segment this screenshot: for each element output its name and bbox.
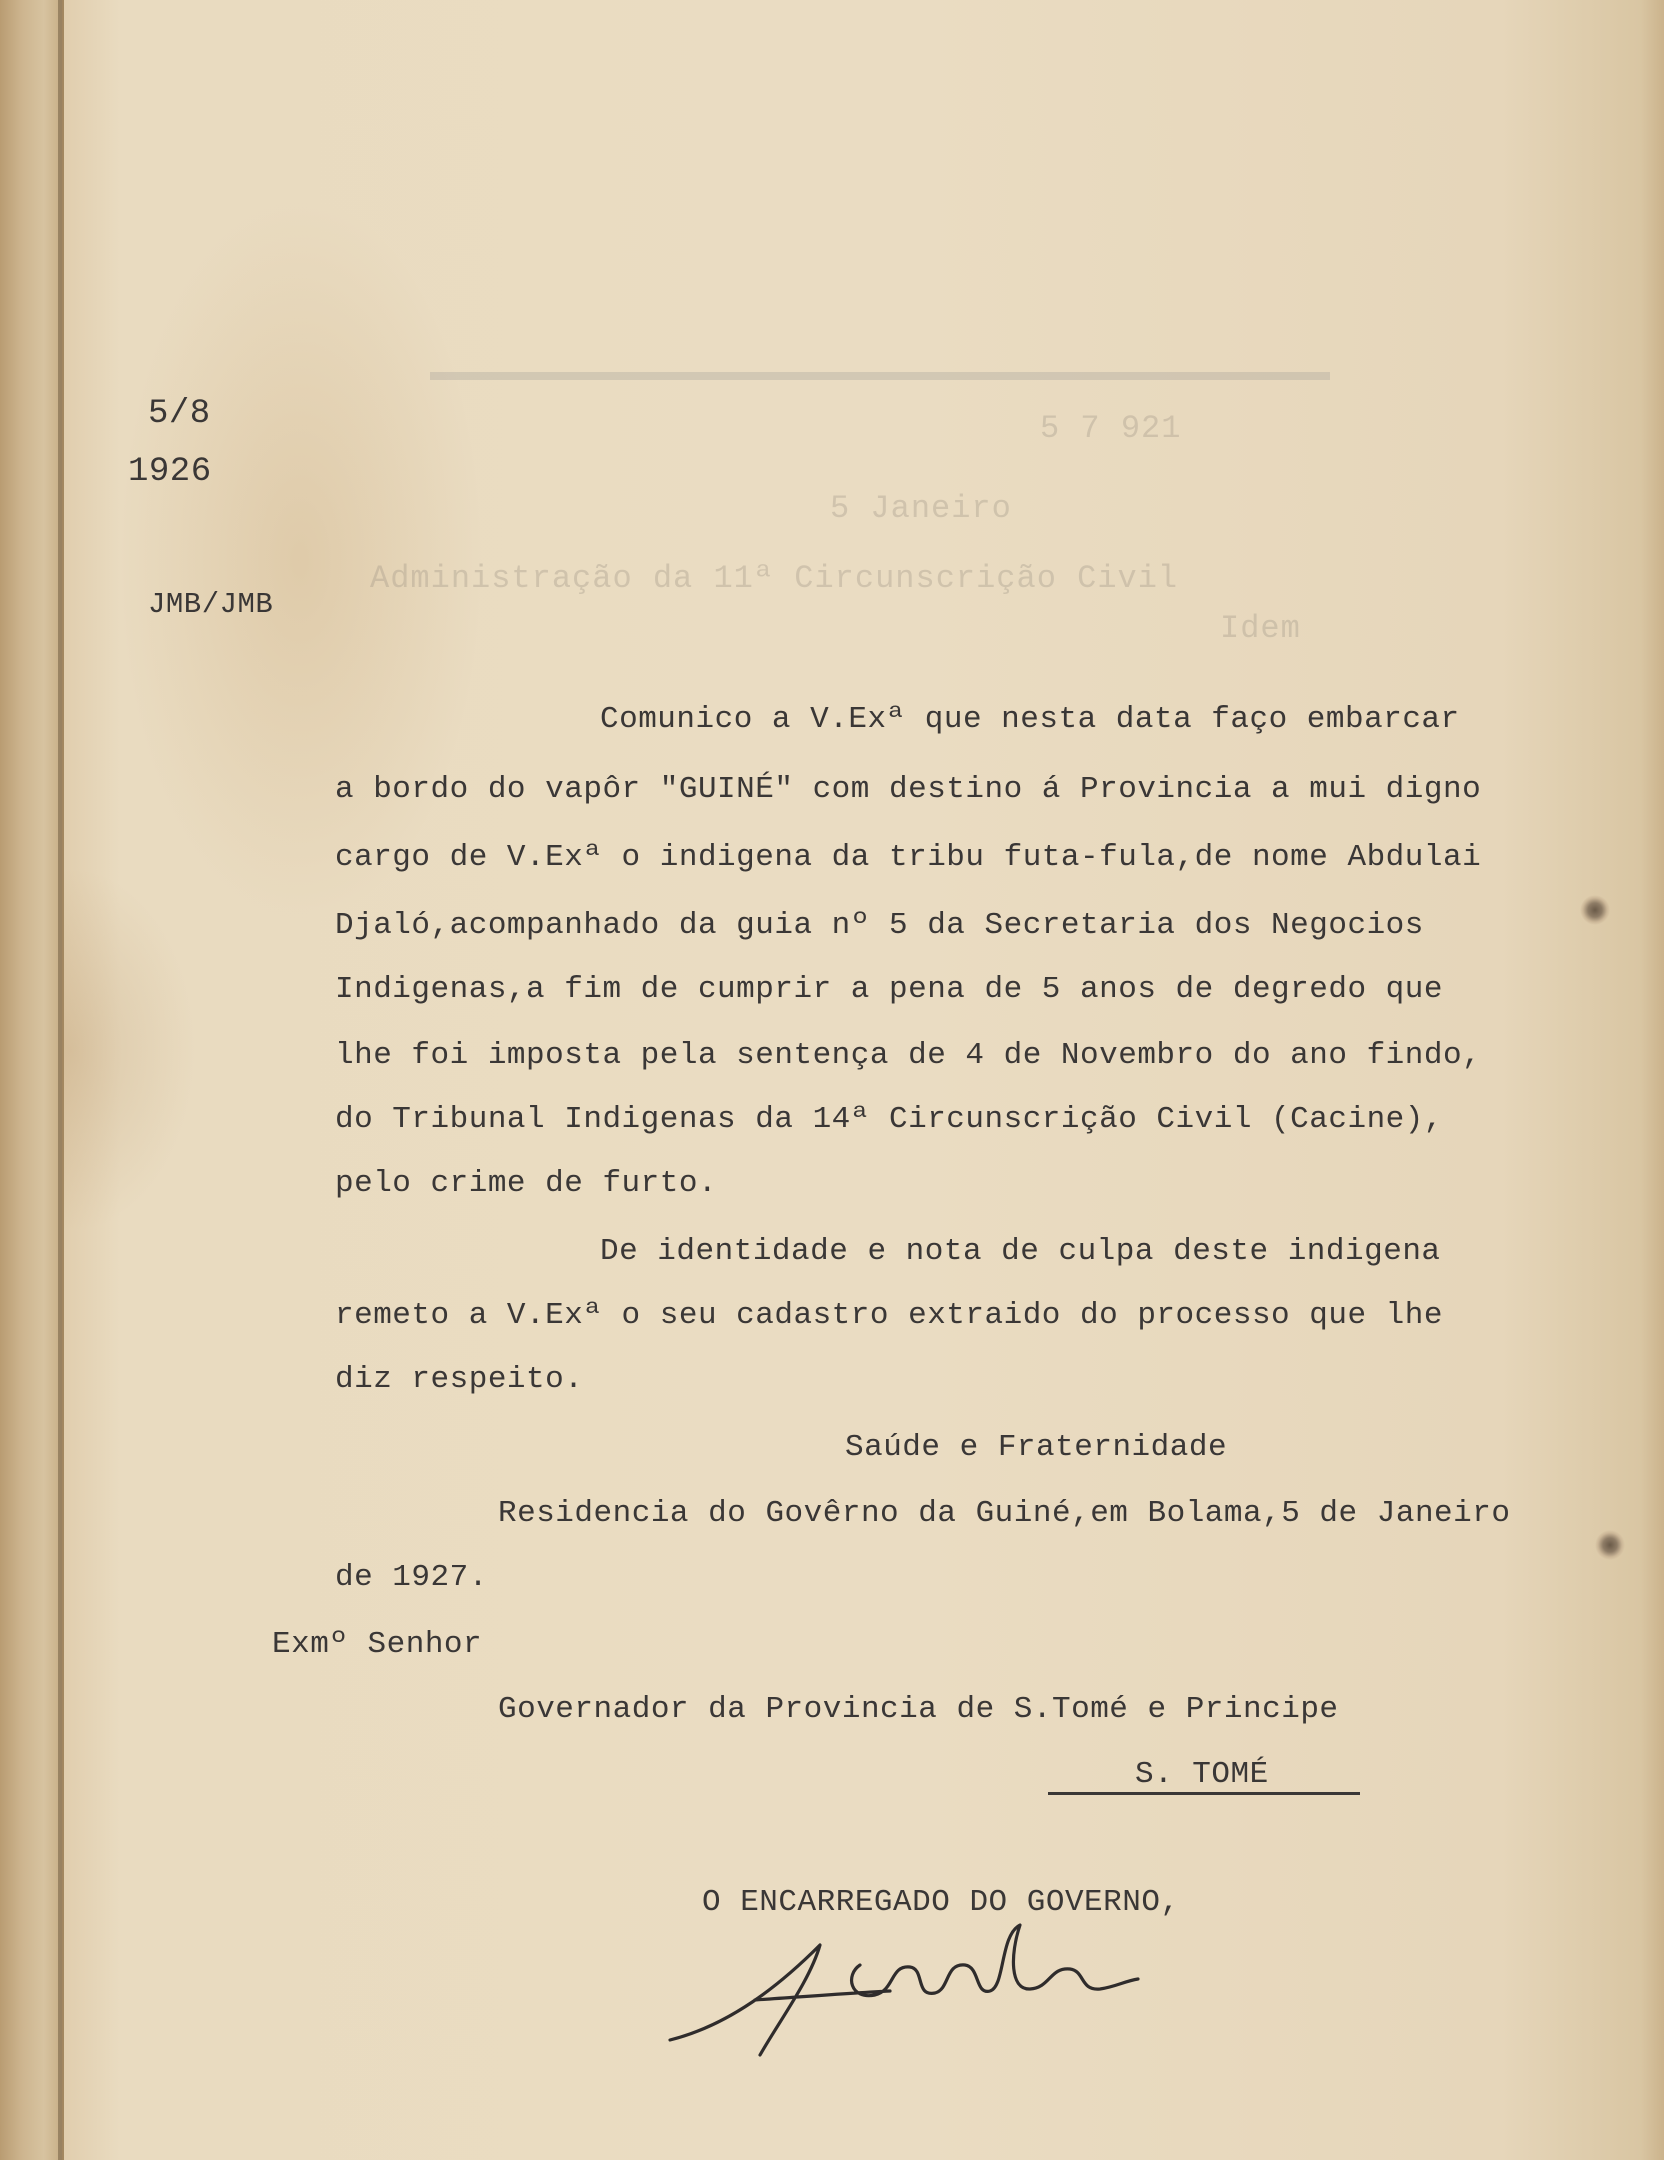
punch-hole-top	[1580, 895, 1610, 925]
binding-edge	[0, 0, 64, 2160]
handwritten-signature	[660, 1905, 1140, 2065]
bleed-through-line: 5 Janeiro	[830, 490, 1012, 527]
bleed-through-line: Idem	[1220, 610, 1301, 647]
punch-hole-bottom	[1595, 1530, 1625, 1560]
ref-number: 5/8	[148, 395, 211, 433]
body-line: De identidade e nota de culpa deste indigena	[600, 1234, 1441, 1269]
ref-year: 1926	[128, 453, 212, 491]
body-line: diz respeito.	[335, 1362, 584, 1397]
addressee: Governador da Provincia de S.Tomé e Principe	[498, 1692, 1339, 1727]
typist-initials: JMB/JMB	[148, 588, 274, 621]
body-line: lhe foi imposta pela sentença de 4 de Novembro do ano findo,	[335, 1038, 1482, 1073]
salutation: Exmº Senhor	[272, 1627, 483, 1662]
place-date-line: de 1927.	[335, 1560, 488, 1595]
bleed-through-rule	[430, 372, 1330, 380]
body-line: Djaló,acompanhado da guia nº 5 da Secretaria dos Negocios	[335, 908, 1424, 943]
body-line: pelo crime de furto.	[335, 1166, 718, 1201]
place-date-line: Residencia do Govêrno da Guiné,em Bolama,5 de Janeiro	[498, 1496, 1511, 1531]
body-line: Indigenas,a fim de cumprir a pena de 5 anos de degredo que	[335, 972, 1443, 1007]
destination-underline	[1048, 1792, 1360, 1795]
body-line: Comunico a V.Exª que nesta data faço embarcar	[600, 702, 1460, 737]
body-line: a bordo do vapôr "GUINÉ" com destino á Provincia a mui digno	[335, 772, 1482, 807]
body-line: do Tribunal Indigenas da 14ª Circunscrição Civil (Cacine),	[335, 1102, 1443, 1137]
body-line: cargo de V.Exª o indigena da tribu futa-fula,de nome Abdulai	[335, 840, 1482, 875]
body-line: remeto a V.Exª o seu cadastro extraido do processo que lhe	[335, 1298, 1443, 1333]
bleed-through-line: 5 7 921	[1040, 410, 1182, 447]
destination: S. TOMÉ	[1135, 1757, 1269, 1792]
signatory-title: O ENCARREGADO DO GOVERNO,	[702, 1885, 1180, 1920]
bleed-through-line: Administração da 11ª Circunscrição Civil	[370, 560, 1179, 597]
closing-greeting: Saúde e Fraternidade	[845, 1430, 1228, 1465]
page-crease	[58, 0, 62, 2160]
